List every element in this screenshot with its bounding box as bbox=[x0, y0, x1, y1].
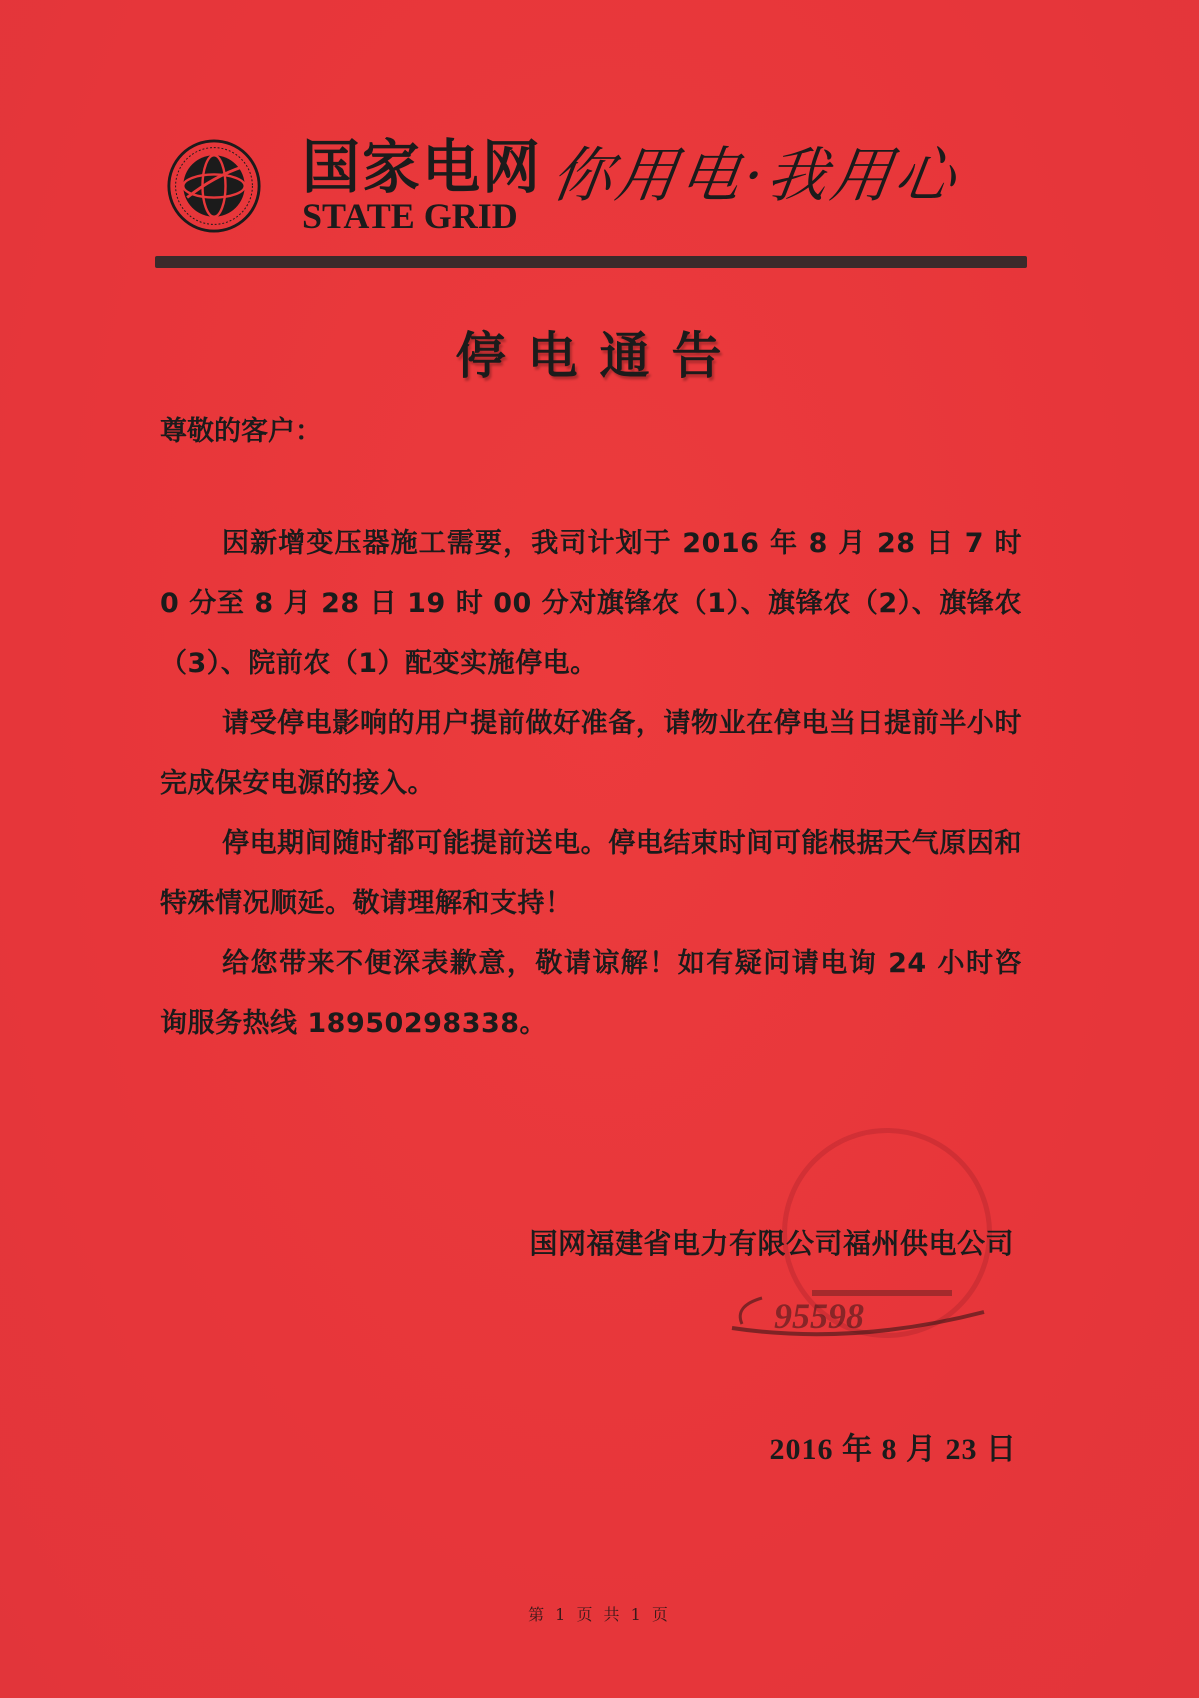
state-grid-emblem-icon bbox=[166, 138, 262, 234]
header-divider bbox=[155, 256, 1027, 268]
page-number: 第 1 页 共 1 页 bbox=[528, 1605, 671, 1624]
paragraph-preparation: 请受停电影响的用户提前做好准备，请物业在停电当日提前半小时完成保安电源的接入。 bbox=[160, 708, 1022, 799]
paragraph-apology-hotline: 给您带来不便深表歉意，敬请谅解！如有疑问请电询 24 小时咨询服务热线 18950298338。 bbox=[160, 948, 1022, 1039]
logo-english: STATE GRID bbox=[302, 196, 518, 236]
issue-date: 2016 年 8 月 23 日 bbox=[769, 1433, 1017, 1466]
notice-title: 停电通告 bbox=[455, 327, 744, 385]
logo-chinese: 国家电网 bbox=[302, 133, 543, 201]
notice-body bbox=[160, 412, 1022, 1054]
svg-text:95598: 95598 bbox=[774, 1296, 864, 1336]
hotline-95598-badge-icon bbox=[722, 1284, 992, 1346]
slogan: 你用电·我用心 bbox=[547, 141, 964, 211]
paragraph-restoration: 停电期间随时都可能提前送电。停电结束时间可能根据天气原因和特殊情况顺延。敬请理解和支持！ bbox=[160, 828, 1022, 919]
salutation: 尊敬的客户： bbox=[160, 416, 322, 447]
paragraph-outage-schedule: 因新增变压器施工需要，我司计划于 2016 年 8 月 28 日 7 时 0 分至 8 月 28 日 19 时 00 分对旗锋农（1）、旗锋农（2）、旗锋农（3）、院前农（1）配变实施停电。 bbox=[160, 528, 1022, 679]
issuer-signature: 国网福建省电力有限公司福州供电公司 bbox=[529, 1227, 1014, 1260]
letterhead bbox=[160, 120, 1030, 260]
